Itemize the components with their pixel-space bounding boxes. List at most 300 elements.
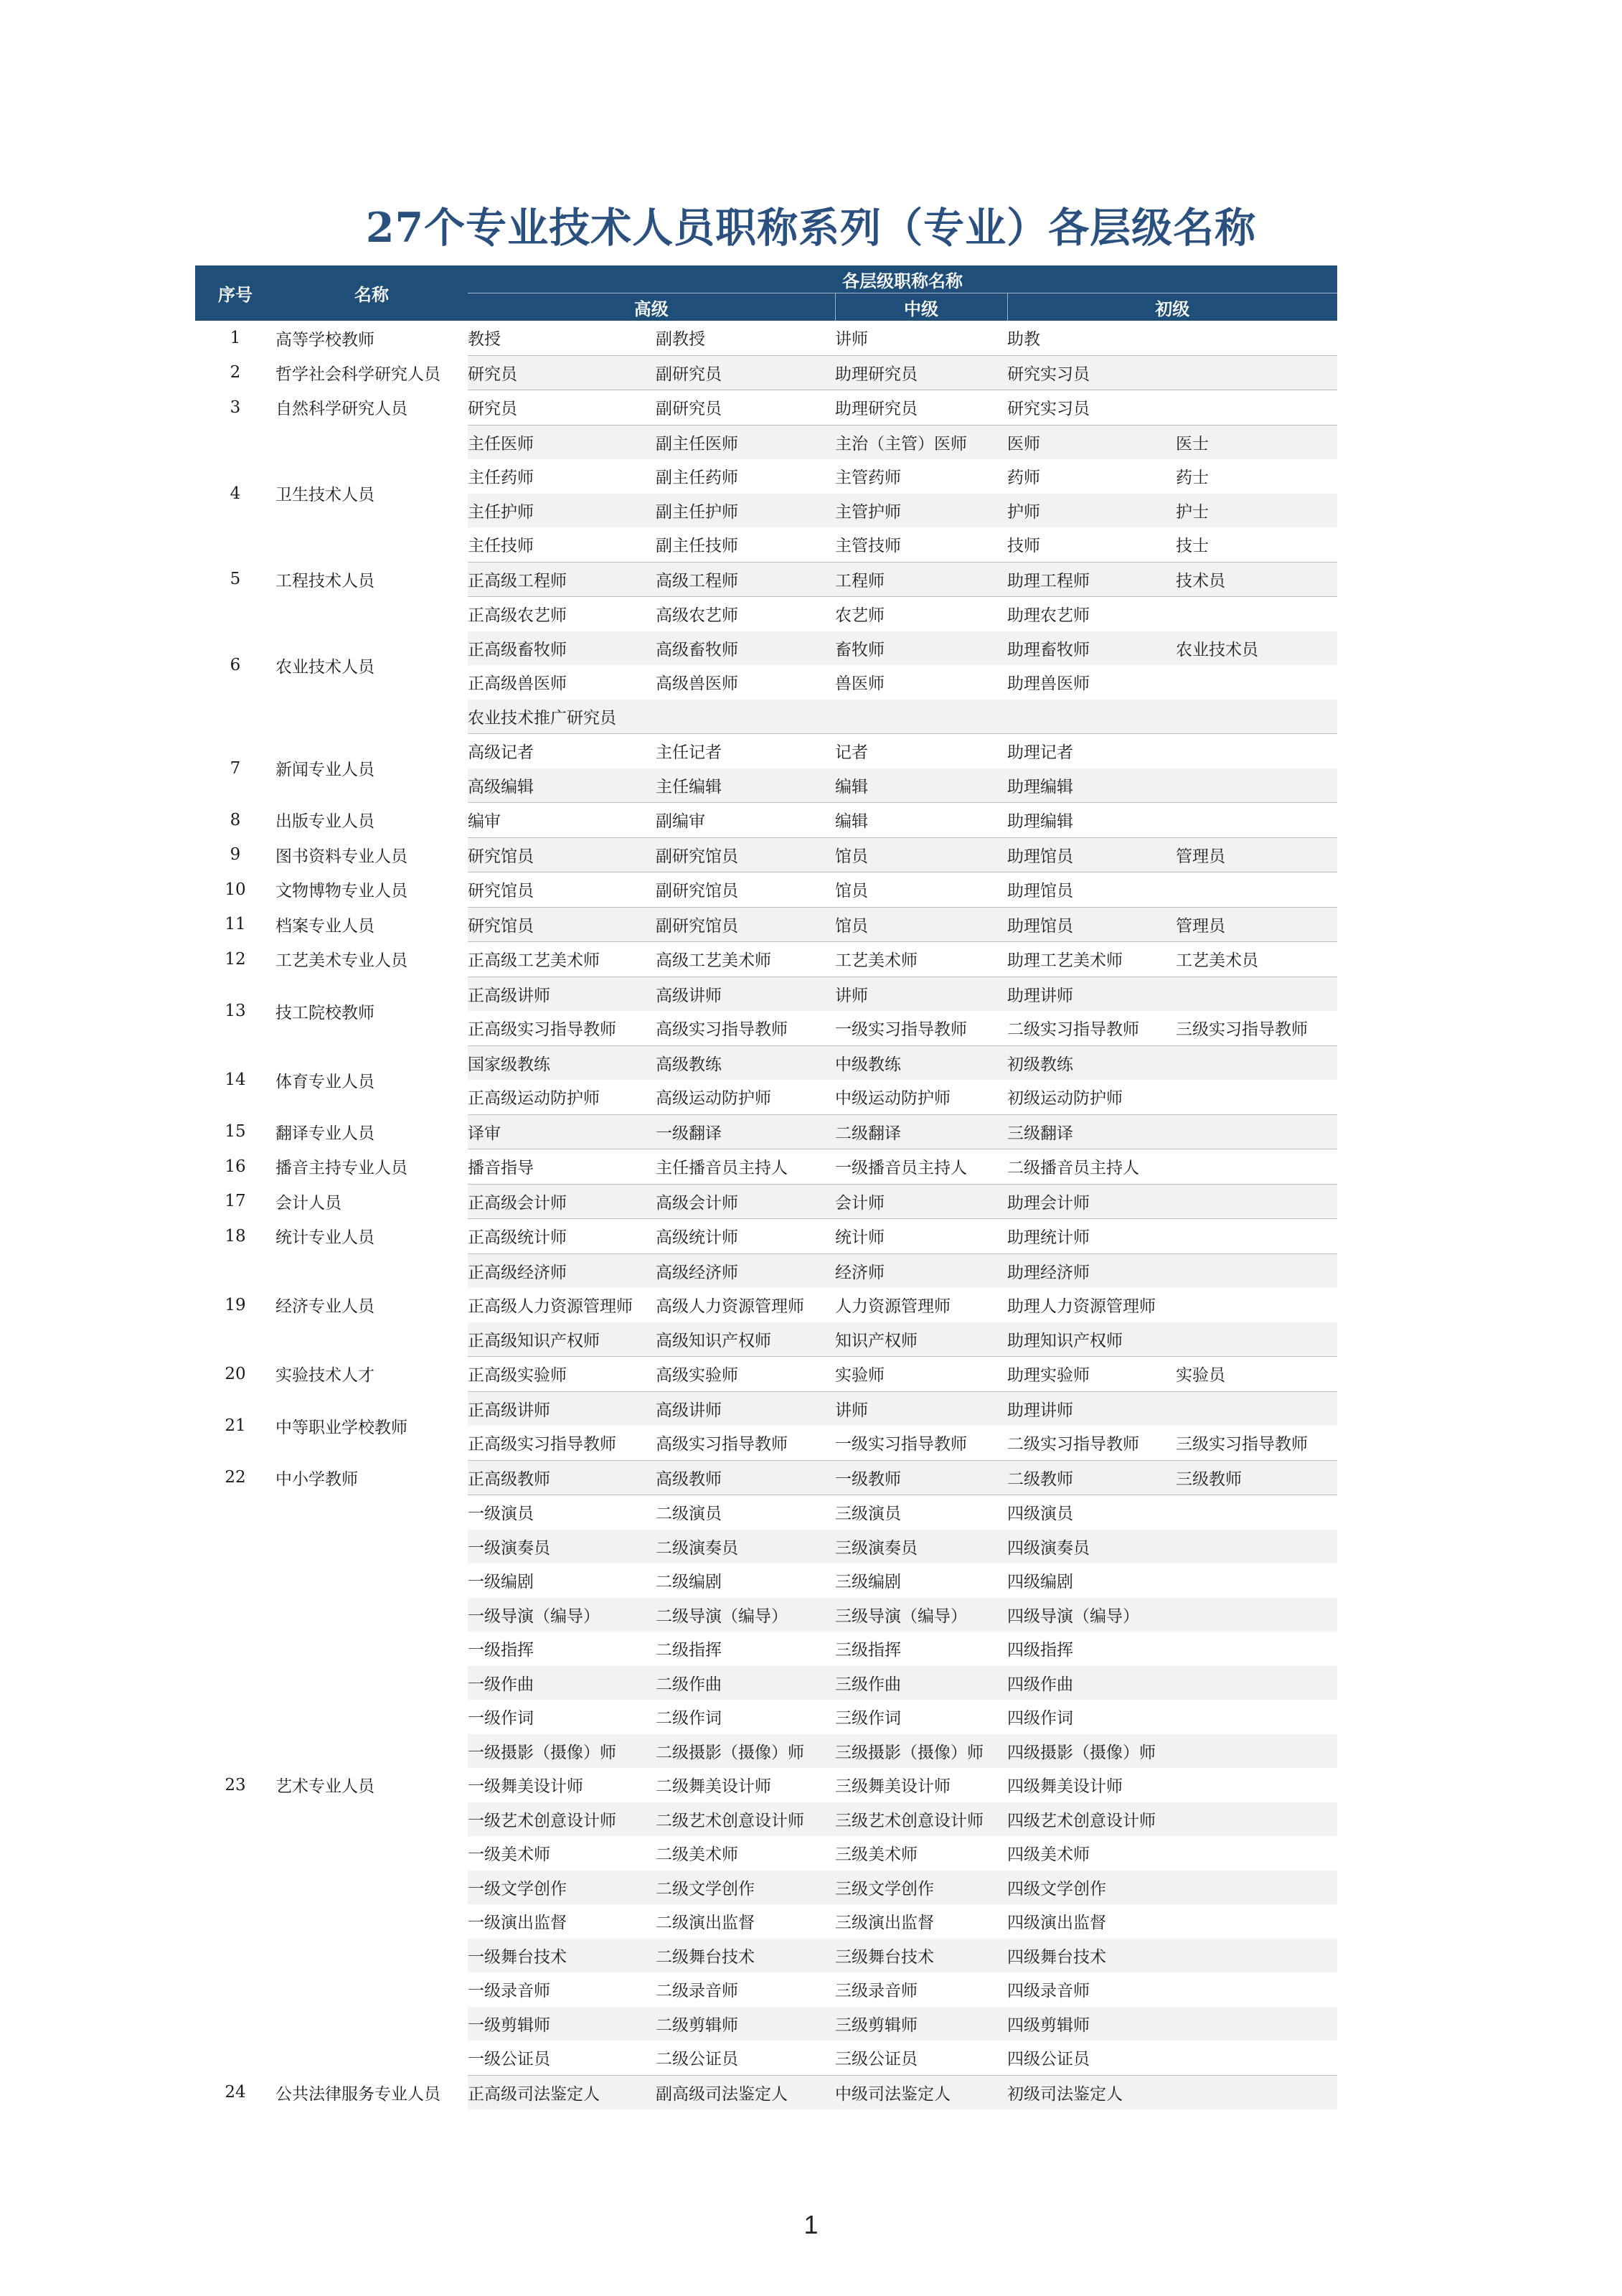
intermediate-cell: 讲师 xyxy=(835,330,868,349)
senior-deputy-cell: 副高级司法鉴定人 xyxy=(656,2075,835,2109)
series-name: 新闻专业人员 xyxy=(275,761,374,779)
junior-cell: 助理编辑 xyxy=(1007,768,1176,803)
senior-deputy-cell: 副教授 xyxy=(656,330,705,349)
senior-full-cell: 一级艺术创意设计师 xyxy=(468,1802,656,1837)
series-name: 工程技术人员 xyxy=(275,571,374,591)
intermediate-cell: 编辑 xyxy=(835,803,1007,838)
junior-assistant-cell xyxy=(1176,1632,1337,1666)
junior-cell xyxy=(1007,700,1176,734)
junior-assistant-cell xyxy=(1176,1939,1337,1973)
series-name: 播音主持专业人员 xyxy=(275,1159,407,1178)
junior-assistant-cell: 三级教师 xyxy=(1176,1460,1337,1495)
junior-cell: 初级教练 xyxy=(1007,1045,1176,1080)
table-body xyxy=(195,321,1337,2109)
junior-assistant-cell xyxy=(1176,1904,1337,1939)
senior-full-cell: 研究馆员 xyxy=(468,872,656,908)
row-index: 20 xyxy=(225,1364,246,1383)
row-index: 17 xyxy=(225,1192,246,1211)
junior-cell: 四级摄影（摄像）师 xyxy=(1007,1734,1176,1769)
senior-deputy-cell: 高级畜牧师 xyxy=(656,631,835,666)
series-name: 中等职业学校教师 xyxy=(275,1418,407,1437)
series-name: 农业技术人员 xyxy=(275,657,374,677)
intermediate-cell: 三级导演（编导） xyxy=(835,1598,1007,1632)
table-row xyxy=(195,1460,1337,1495)
intermediate-cell: 三级演出监督 xyxy=(835,1914,934,1933)
intermediate-cell: 讲师 xyxy=(835,977,1007,1011)
junior-cell: 助理编辑 xyxy=(1007,803,1176,838)
senior-full-cell: 一级公证员 xyxy=(468,2050,550,2069)
junior-assistant-cell: 管理员 xyxy=(1176,907,1337,942)
table-row xyxy=(195,562,1337,597)
senior-deputy-cell: 二级舞台技术 xyxy=(656,1939,835,1973)
intermediate-cell: 知识产权师 xyxy=(835,1322,1007,1357)
table-row xyxy=(195,1391,1337,1426)
table-row xyxy=(195,1253,1337,1288)
intermediate-cell: 畜牧师 xyxy=(835,631,1007,666)
senior-full-cell: 正高级运动防护师 xyxy=(468,1089,600,1109)
senior-deputy-cell: 二级作词 xyxy=(656,1709,722,1728)
senior-deputy-cell: 副研究馆员 xyxy=(656,837,835,872)
junior-cell: 四级编剧 xyxy=(1007,1573,1073,1592)
intermediate-cell: 三级编剧 xyxy=(835,1573,901,1592)
intermediate-cell: 馆员 xyxy=(835,907,1007,942)
junior-cell: 四级剪辑师 xyxy=(1007,2007,1176,2041)
header-intermediate: 中级 xyxy=(835,293,1007,321)
junior-cell: 助教 xyxy=(1007,330,1040,349)
senior-deputy-cell: 二级录音师 xyxy=(656,1982,738,2001)
junior-cell: 四级指挥 xyxy=(1007,1641,1073,1660)
header-name: 名称 xyxy=(275,265,468,321)
senior-full-cell: 正高级人力资源管理师 xyxy=(468,1297,633,1317)
series-name: 中小学教师 xyxy=(275,1469,358,1489)
senior-full-cell: 一级作词 xyxy=(468,1709,534,1728)
senior-full-cell: 一级指挥 xyxy=(468,1641,534,1660)
row-index: 24 xyxy=(225,2083,246,2102)
junior-assistant-cell xyxy=(1176,700,1337,734)
junior-cell: 三级翻译 xyxy=(1007,1114,1176,1149)
header-index: 序号 xyxy=(195,265,275,321)
senior-deputy-cell: 副主任医师 xyxy=(656,425,835,459)
row-index: 10 xyxy=(225,880,246,899)
junior-assistant-cell xyxy=(1176,1802,1337,1837)
intermediate-cell xyxy=(835,700,1007,734)
table-row xyxy=(195,977,1337,1011)
junior-assistant-cell xyxy=(1176,1530,1337,1564)
senior-full-cell: 正高级统计师 xyxy=(468,1219,656,1254)
series-name: 哲学社会科学研究人员 xyxy=(275,364,440,384)
senior-deputy-cell: 二级编剧 xyxy=(656,1573,722,1592)
junior-assistant-cell xyxy=(1176,1666,1337,1700)
row-index: 16 xyxy=(225,1157,246,1176)
series-name: 卫生技术人员 xyxy=(275,486,374,504)
junior-cell: 药师 xyxy=(1007,469,1040,488)
senior-deputy-cell: 一级翻译 xyxy=(656,1114,835,1149)
senior-deputy-cell: 二级演奏员 xyxy=(656,1530,835,1564)
intermediate-cell: 三级剪辑师 xyxy=(835,2007,1007,2041)
junior-assistant-cell xyxy=(1176,1322,1337,1357)
junior-cell: 研究实习员 xyxy=(1007,390,1176,425)
row-index: 5 xyxy=(230,570,241,589)
intermediate-cell: 一级实习指导教师 xyxy=(835,1020,967,1040)
senior-deputy-cell: 二级艺术创意设计师 xyxy=(656,1802,835,1837)
senior-full-cell: 研究馆员 xyxy=(468,907,656,942)
junior-cell: 四级演奏员 xyxy=(1007,1530,1176,1564)
senior-full-cell: 译审 xyxy=(468,1114,656,1149)
row-index: 21 xyxy=(225,1416,246,1435)
table-row xyxy=(195,1219,1337,1254)
junior-assistant-cell xyxy=(1176,1768,1337,1802)
series-name: 技工院校教师 xyxy=(275,1003,374,1022)
intermediate-cell: 三级美术师 xyxy=(835,1845,918,1865)
junior-cell: 二级实习指导教师 xyxy=(1007,1435,1139,1454)
senior-deputy-cell: 二级舞美设计师 xyxy=(656,1777,771,1797)
junior-assistant-cell xyxy=(1176,1700,1337,1734)
table-row xyxy=(195,907,1337,942)
junior-cell: 助理兽医师 xyxy=(1007,674,1090,694)
intermediate-cell: 三级文学创作 xyxy=(835,1871,1007,1905)
senior-full-cell: 正高级实验师 xyxy=(468,1357,656,1392)
intermediate-cell: 助理研究员 xyxy=(835,390,1007,425)
table-row xyxy=(195,734,1337,768)
series-name: 公共法律服务专业人员 xyxy=(275,2084,440,2104)
table-row xyxy=(195,1495,1337,1530)
senior-deputy-cell: 主任播音员主持人 xyxy=(656,1149,835,1185)
junior-assistant-cell: 三级实习指导教师 xyxy=(1176,1435,1308,1454)
table-row xyxy=(195,1184,1337,1219)
senior-deputy-cell: 二级摄影（摄像）师 xyxy=(656,1734,835,1769)
junior-assistant-cell xyxy=(1176,977,1337,1011)
junior-assistant-cell xyxy=(1176,1184,1337,1219)
junior-cell: 助理人力资源管理师 xyxy=(1007,1297,1156,1317)
row-index: 2 xyxy=(230,363,241,382)
intermediate-cell: 馆员 xyxy=(835,837,1007,872)
junior-assistant-cell xyxy=(1176,1219,1337,1254)
senior-full-cell: 研究员 xyxy=(468,355,656,390)
junior-assistant-cell xyxy=(1176,1598,1337,1632)
junior-cell: 四级录音师 xyxy=(1007,1982,1090,2001)
senior-deputy-cell: 高级知识产权师 xyxy=(656,1322,835,1357)
senior-deputy-cell: 二级指挥 xyxy=(656,1641,722,1660)
junior-assistant-cell: 实验员 xyxy=(1176,1357,1337,1392)
senior-full-cell: 主任技师 xyxy=(468,537,534,556)
senior-full-cell: 高级编辑 xyxy=(468,768,656,803)
senior-deputy-cell: 高级实验师 xyxy=(656,1357,835,1392)
table-row xyxy=(195,1045,1337,1080)
intermediate-cell: 主管技师 xyxy=(835,537,901,556)
table-row xyxy=(195,355,1337,390)
senior-full-cell: 正高级实习指导教师 xyxy=(468,1435,616,1454)
senior-deputy-cell: 副主任护师 xyxy=(656,494,835,528)
junior-cell: 技师 xyxy=(1007,537,1040,556)
senior-full-cell: 正高级兽医师 xyxy=(468,674,567,694)
senior-full-cell: 正高级经济师 xyxy=(468,1253,656,1288)
row-index: 18 xyxy=(225,1226,246,1246)
intermediate-cell: 工程师 xyxy=(835,562,1007,597)
senior-full-cell: 教授 xyxy=(468,330,501,349)
junior-cell: 四级作曲 xyxy=(1007,1666,1176,1700)
junior-assistant-cell xyxy=(1176,1114,1337,1149)
junior-assistant-cell xyxy=(1176,665,1337,700)
senior-deputy-cell: 高级兽医师 xyxy=(656,674,738,694)
junior-cell: 初级运动防护师 xyxy=(1007,1089,1123,1109)
row-index: 3 xyxy=(230,397,241,417)
senior-full-cell: 一级录音师 xyxy=(468,1982,550,2001)
junior-assistant-cell: 三级实习指导教师 xyxy=(1176,1020,1308,1040)
senior-full-cell: 研究员 xyxy=(468,390,656,425)
row-index: 11 xyxy=(225,915,246,934)
senior-deputy-cell xyxy=(656,700,835,734)
junior-assistant-cell: 护士 xyxy=(1176,494,1337,528)
table-row xyxy=(195,803,1337,838)
senior-deputy-cell: 主任编辑 xyxy=(656,768,835,803)
senior-full-cell: 主任药师 xyxy=(468,469,534,488)
intermediate-cell: 经济师 xyxy=(835,1253,1007,1288)
junior-cell: 二级播音员主持人 xyxy=(1007,1149,1176,1185)
junior-assistant-cell xyxy=(1176,1149,1337,1185)
junior-assistant-cell xyxy=(1176,1253,1337,1288)
senior-full-cell: 一级演奏员 xyxy=(468,1530,656,1564)
junior-assistant-cell: 管理员 xyxy=(1176,837,1337,872)
senior-full-cell: 一级舞台技术 xyxy=(468,1939,656,1973)
senior-full-cell: 正高级讲师 xyxy=(468,1391,656,1426)
junior-cell: 二级教师 xyxy=(1007,1460,1176,1495)
junior-assistant-cell: 技士 xyxy=(1176,537,1209,556)
senior-full-cell: 一级美术师 xyxy=(468,1845,550,1865)
row-index: 19 xyxy=(225,1295,246,1314)
junior-cell: 四级公证员 xyxy=(1007,2050,1090,2069)
table-row xyxy=(195,2075,1337,2109)
junior-cell: 四级演员 xyxy=(1007,1495,1176,1530)
junior-cell: 助理馆员 xyxy=(1007,872,1176,908)
senior-deputy-cell: 二级演员 xyxy=(656,1495,835,1530)
series-name: 艺术专业人员 xyxy=(275,1777,374,1797)
row-index: 12 xyxy=(225,949,246,969)
junior-assistant-cell xyxy=(1176,872,1337,908)
junior-assistant-cell xyxy=(1176,1972,1337,2007)
intermediate-cell: 三级指挥 xyxy=(835,1641,901,1660)
intermediate-cell: 兽医师 xyxy=(835,674,885,694)
senior-deputy-cell: 高级农艺师 xyxy=(656,597,835,631)
senior-full-cell: 农业技术推广研究员 xyxy=(468,700,656,734)
senior-deputy-cell: 高级讲师 xyxy=(656,1391,835,1426)
intermediate-cell: 二级翻译 xyxy=(835,1114,1007,1149)
table-row xyxy=(195,837,1337,872)
junior-cell: 医师 xyxy=(1007,425,1176,459)
junior-cell: 助理实验师 xyxy=(1007,1357,1176,1392)
intermediate-cell: 三级作词 xyxy=(835,1709,901,1728)
page-title: 27个专业技术人员职称系列（专业）各层级名称 xyxy=(365,204,1257,252)
table-row xyxy=(195,321,1337,355)
series-name: 高等学校教师 xyxy=(275,330,374,349)
senior-deputy-cell: 二级公证员 xyxy=(656,2050,738,2069)
intermediate-cell: 主治（主管）医师 xyxy=(835,425,1007,459)
senior-full-cell: 一级摄影（摄像）师 xyxy=(468,1734,656,1769)
intermediate-cell: 三级录音师 xyxy=(835,1982,918,2001)
row-index: 13 xyxy=(225,1002,246,1020)
series-name: 体育专业人员 xyxy=(275,1072,374,1091)
series-name: 翻译专业人员 xyxy=(275,1124,374,1143)
senior-full-cell: 播音指导 xyxy=(468,1149,656,1185)
row-index: 23 xyxy=(225,1775,246,1794)
series-name: 统计专业人员 xyxy=(275,1228,374,1248)
junior-cell: 四级文学创作 xyxy=(1007,1871,1176,1905)
senior-deputy-cell: 高级经济师 xyxy=(656,1253,835,1288)
intermediate-cell: 讲师 xyxy=(835,1391,1007,1426)
row-index: 14 xyxy=(225,1071,246,1089)
senior-full-cell: 一级舞美设计师 xyxy=(468,1777,583,1797)
junior-cell: 助理畜牧师 xyxy=(1007,631,1176,666)
intermediate-cell: 助理研究员 xyxy=(835,355,1007,390)
series-name: 文物博物专业人员 xyxy=(275,882,407,901)
junior-cell: 助理经济师 xyxy=(1007,1253,1176,1288)
intermediate-cell: 三级摄影（摄像）师 xyxy=(835,1734,1007,1769)
table-row xyxy=(195,1149,1337,1185)
series-name: 自然科学研究人员 xyxy=(275,400,407,419)
table-row xyxy=(195,872,1337,908)
junior-assistant-cell: 技术员 xyxy=(1176,562,1337,597)
senior-full-cell: 正高级讲师 xyxy=(468,977,656,1011)
intermediate-cell: 工艺美术师 xyxy=(835,942,1007,977)
junior-cell: 四级导演（编导） xyxy=(1007,1598,1176,1632)
senior-deputy-cell: 高级运动防护师 xyxy=(656,1089,771,1109)
intermediate-cell: 中级司法鉴定人 xyxy=(835,2075,1007,2109)
junior-assistant-cell xyxy=(1176,2007,1337,2041)
header-senior: 高级 xyxy=(468,293,835,321)
senior-deputy-cell: 副编审 xyxy=(656,803,835,838)
table-row xyxy=(195,942,1337,977)
row-index: 7 xyxy=(230,758,241,778)
senior-deputy-cell: 高级工艺美术师 xyxy=(656,942,835,977)
junior-cell: 四级舞台技术 xyxy=(1007,1939,1176,1973)
senior-deputy-cell: 副研究馆员 xyxy=(656,872,835,908)
intermediate-cell: 记者 xyxy=(835,734,1007,768)
senior-deputy-cell: 二级文学创作 xyxy=(656,1871,835,1905)
intermediate-cell: 三级作曲 xyxy=(835,1666,1007,1700)
senior-deputy-cell: 二级导演（编导） xyxy=(656,1598,835,1632)
junior-assistant-cell xyxy=(1176,1871,1337,1905)
junior-assistant-cell xyxy=(1176,1495,1337,1530)
senior-full-cell: 一级剪辑师 xyxy=(468,2007,656,2041)
table-row xyxy=(195,390,1337,425)
junior-assistant-cell xyxy=(1176,355,1337,390)
junior-cell: 二级实习指导教师 xyxy=(1007,1020,1139,1040)
senior-deputy-cell: 高级工程师 xyxy=(656,562,835,597)
senior-full-cell: 正高级司法鉴定人 xyxy=(468,2075,656,2109)
junior-cell: 助理讲师 xyxy=(1007,977,1176,1011)
senior-full-cell: 国家级教练 xyxy=(468,1045,656,1080)
row-index: 4 xyxy=(230,484,241,503)
junior-assistant-cell xyxy=(1176,1836,1337,1871)
senior-deputy-cell: 高级统计师 xyxy=(656,1219,835,1254)
row-index: 15 xyxy=(225,1122,246,1142)
junior-assistant-cell xyxy=(1176,803,1337,838)
senior-full-cell: 正高级知识产权师 xyxy=(468,1322,656,1357)
senior-deputy-cell: 高级教练 xyxy=(656,1045,835,1080)
junior-assistant-cell: 药士 xyxy=(1176,469,1209,488)
row-index: 22 xyxy=(225,1468,246,1487)
junior-assistant-cell xyxy=(1176,321,1337,355)
junior-cell: 助理会计师 xyxy=(1007,1184,1176,1219)
intermediate-cell: 三级演员 xyxy=(835,1495,1007,1530)
row-index: 9 xyxy=(230,845,241,865)
junior-cell: 四级演出监督 xyxy=(1007,1914,1106,1933)
senior-full-cell: 一级作曲 xyxy=(468,1666,656,1700)
junior-assistant-cell xyxy=(1176,1080,1337,1114)
intermediate-cell: 一级实习指导教师 xyxy=(835,1435,967,1454)
senior-deputy-cell: 高级实习指导教师 xyxy=(656,1435,788,1454)
senior-full-cell: 高级记者 xyxy=(468,734,656,768)
junior-assistant-cell xyxy=(1176,1045,1337,1080)
junior-cell: 研究实习员 xyxy=(1007,355,1176,390)
junior-cell: 助理馆员 xyxy=(1007,837,1176,872)
junior-cell: 护师 xyxy=(1007,494,1176,528)
senior-deputy-cell: 高级人力资源管理师 xyxy=(656,1297,804,1317)
senior-deputy-cell: 副研究馆员 xyxy=(656,907,835,942)
junior-assistant-cell xyxy=(1176,1734,1337,1769)
senior-deputy-cell: 高级讲师 xyxy=(656,977,835,1011)
senior-full-cell: 主任护师 xyxy=(468,494,656,528)
senior-deputy-cell: 主任记者 xyxy=(656,734,835,768)
intermediate-cell: 主管药师 xyxy=(835,469,901,488)
junior-cell: 四级舞美设计师 xyxy=(1007,1777,1123,1797)
senior-deputy-cell: 二级演出监督 xyxy=(656,1914,755,1933)
senior-full-cell: 一级文学创作 xyxy=(468,1871,656,1905)
junior-cell: 助理统计师 xyxy=(1007,1219,1176,1254)
junior-cell: 助理农艺师 xyxy=(1007,597,1176,631)
table-row xyxy=(195,425,1337,459)
senior-full-cell: 正高级教师 xyxy=(468,1460,656,1495)
intermediate-cell: 农艺师 xyxy=(835,597,1007,631)
intermediate-cell: 实验师 xyxy=(835,1357,1007,1392)
intermediate-cell: 馆员 xyxy=(835,872,1007,908)
title-levels-table xyxy=(195,265,1337,2109)
senior-deputy-cell: 高级会计师 xyxy=(656,1184,835,1219)
table-row xyxy=(195,1114,1337,1149)
senior-deputy-cell: 副研究员 xyxy=(656,355,835,390)
junior-assistant-cell xyxy=(1176,2075,1337,2109)
intermediate-cell: 主管护师 xyxy=(835,494,1007,528)
intermediate-cell: 三级公证员 xyxy=(835,2050,918,2069)
senior-full-cell: 一级导演（编导） xyxy=(468,1598,656,1632)
series-name: 档案专业人员 xyxy=(275,916,374,936)
senior-full-cell: 正高级农艺师 xyxy=(468,597,656,631)
junior-assistant-cell xyxy=(1176,1563,1337,1598)
junior-cell: 助理工程师 xyxy=(1007,562,1176,597)
junior-cell: 助理工艺美术师 xyxy=(1007,942,1176,977)
senior-deputy-cell: 二级美术师 xyxy=(656,1845,738,1865)
senior-full-cell: 一级编剧 xyxy=(468,1573,534,1592)
junior-assistant-cell: 工艺美术员 xyxy=(1176,942,1337,977)
table-row xyxy=(195,1357,1337,1392)
junior-cell: 四级艺术创意设计师 xyxy=(1007,1802,1176,1837)
senior-deputy-cell: 副研究员 xyxy=(656,390,835,425)
senior-deputy-cell: 副主任药师 xyxy=(656,469,738,488)
senior-full-cell: 编审 xyxy=(468,803,656,838)
senior-full-cell: 一级演出监督 xyxy=(468,1914,567,1933)
junior-assistant-cell xyxy=(1176,390,1337,425)
intermediate-cell: 编辑 xyxy=(835,768,1007,803)
junior-cell: 助理讲师 xyxy=(1007,1391,1176,1426)
series-name: 工艺美术专业人员 xyxy=(275,951,407,971)
junior-assistant-cell: 医士 xyxy=(1176,425,1337,459)
series-name: 会计人员 xyxy=(275,1193,341,1213)
row-index: 1 xyxy=(230,329,241,347)
senior-full-cell: 一级演员 xyxy=(468,1495,656,1530)
senior-full-cell: 正高级畜牧师 xyxy=(468,631,656,666)
header-levels-title: 各层级职称名称 xyxy=(468,265,1337,293)
intermediate-cell: 人力资源管理师 xyxy=(835,1297,951,1317)
junior-assistant-cell xyxy=(1176,1391,1337,1426)
